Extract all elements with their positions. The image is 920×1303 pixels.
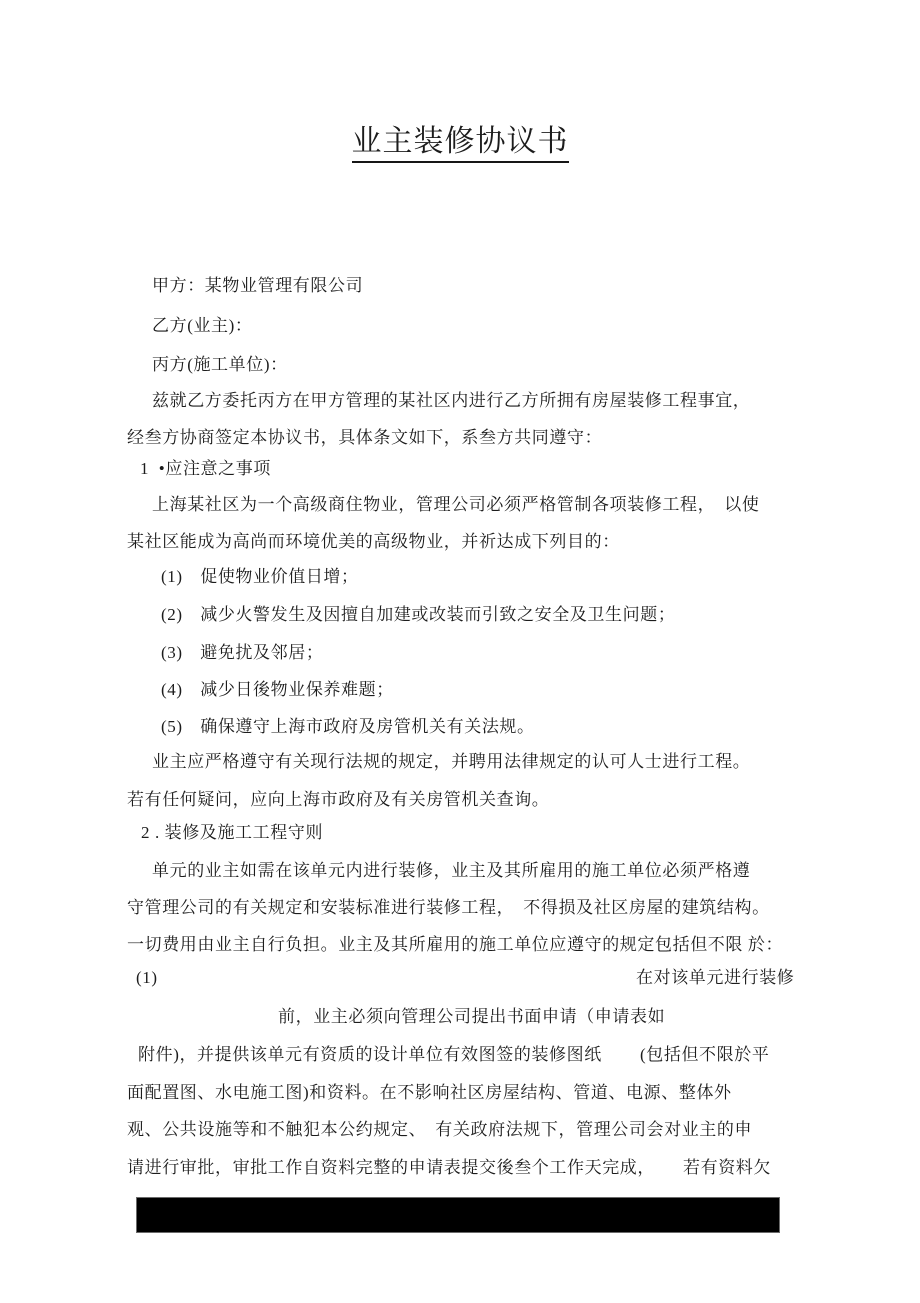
section-1-intro-line-1: 上海某社区为一个高级商住物业，管理公司必须严格管制各项装修工程， 以使 <box>152 495 760 514</box>
item-1-line-3-left: 附件)，并提供该单元有资质的设计单位有效图签的装修图纸 <box>138 1045 602 1064</box>
party-a-line: 甲方：某物业管理有限公司 <box>152 276 364 295</box>
item-1-line-4: 面配置图、水电施工图)和资料。在不影响社区房屋结构、管道、电源、整体外 <box>127 1083 732 1102</box>
document-title-text: 业主装修协议书 <box>352 125 569 163</box>
purpose-item-1: (1) 促使物业价值日增； <box>161 567 359 586</box>
purpose-item-3: (3) 避免扰及邻居； <box>161 643 324 662</box>
purpose-item-5: (5) 确保遵守上海市政府及房管机关有关法规。 <box>161 717 535 736</box>
section-2-intro-line-2: 守管理公司的有关规定和安装标准进行装修工程， 不得损及社区房屋的建筑结构。 <box>127 898 770 917</box>
section-2-intro-line-3: 一切费用由业主自行负担。业主及其所雇用的施工单位应遵守的规定包括但不限 於： <box>127 935 784 954</box>
section-2-intro-line-1: 单元的业主如需在该单元内进行装修，业主及其所雇用的施工单位必须严格遵 <box>152 861 751 880</box>
preamble-line-1: 兹就乙方委托丙方在甲方管理的某社区内进行乙方所拥有房屋装修工程事宜， <box>152 391 751 410</box>
section-1-intro-line-2: 某社区能成为高尚而环境优美的高级物业，并祈达成下列目的： <box>127 532 620 551</box>
item-1-line-3-right: (包括但不限於平 <box>640 1045 770 1064</box>
section-2-heading: 2 . 装修及施工工程守则 <box>141 823 324 842</box>
redaction-bar <box>136 1197 780 1233</box>
purpose-item-2: (2) 减少火警发生及因擅自加建或改装而引致之安全及卫生问题； <box>161 605 676 624</box>
item-1-line-6-right: 若有资料欠 <box>683 1158 771 1177</box>
item-1-line-2: 前，业主必须向管理公司提出书面申请（申请表如 <box>278 1007 666 1026</box>
section-1-closing-line-2: 若有任何疑问，应向上海市政府及有关房管机关查询。 <box>127 790 550 809</box>
purpose-item-4: (4) 减少日後物业保养难题； <box>161 680 394 699</box>
item-1-number: (1) <box>136 968 158 987</box>
party-b-line: 乙方(业主)： <box>152 316 253 335</box>
section-1-heading: 1 •应注意之事项 <box>140 459 271 478</box>
party-c-line: 丙方(施工单位)： <box>152 355 288 374</box>
section-1-closing-line-1: 业主应严格遵守有关现行法规的规定，并聘用法律规定的认可人士进行工程。 <box>152 752 751 771</box>
item-1-line-5: 观、公共设施等和不触犯本公约规定、 有关政府法规下，管理公司会对业主的申 <box>127 1120 753 1139</box>
item-1-line-6-left: 请进行审批，审批工作自资料完整的申请表提交後叁个工作天完成， <box>127 1158 655 1177</box>
item-1-line-1: 在对该单元进行装修 <box>636 968 795 987</box>
document-title <box>0 116 920 160</box>
preamble-line-2: 经叁方协商签定本协议书，具体条文如下，系叁方共同遵守： <box>127 428 603 447</box>
